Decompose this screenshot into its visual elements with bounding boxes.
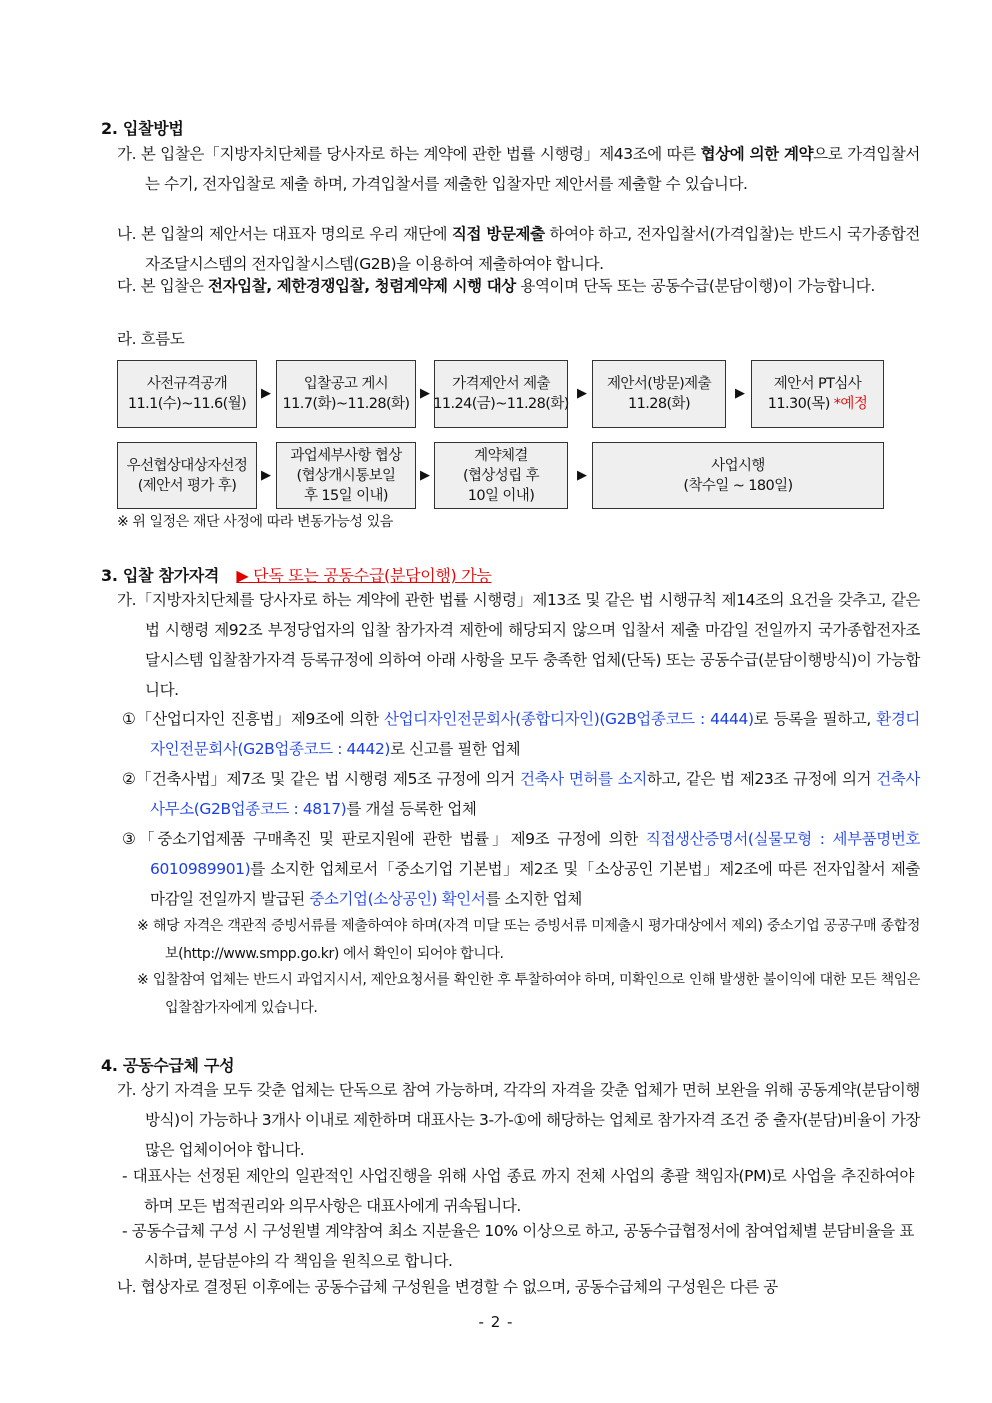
flow-box-2 [276, 360, 416, 428]
sec3-c1-text-3: 로 신고를 필한 업체 [390, 740, 521, 758]
flow-box-3-date: 11.24(금)~11.28(화) [433, 396, 569, 412]
sec4-dash-1: - 대표사는 선정된 제안의 일관적인 사업진행을 위해 사업 종료 까지 전체 사업의 총괄 책임자(PM)로 사업을 추진하여야 하며 모든 법적권리와 의무사항은 대표사에게 귀속됩니다. [122, 1167, 914, 1215]
flow-arrow-icon: ▶ [261, 468, 271, 483]
sec3-c3-text-3: 를 소지한 업체 [485, 890, 582, 908]
sec3-c2-text-2: 하고, 같은 법 제23조 규정에 의거 [646, 770, 877, 788]
sec3-c3-text-2: 를 소지한 업체로서「중소기업 기본법」제2조 및「소상공인 기본법」제2조에 따른 전자입찰서 제출 마감일 전일까지 발급된 [150, 860, 920, 908]
section-2-title: 2. 입찰방법 [101, 119, 184, 138]
flow-box-3 [434, 360, 568, 428]
section-4-title: 4. 공동수급체 구성 [101, 1056, 235, 1075]
flow-arrow-icon: ▶ [420, 386, 430, 401]
flow-box-9-title: 사업시행 [711, 457, 765, 474]
flow-box-8-sub-2: 10일 이내) [467, 487, 535, 504]
flow-box-8-sub: (협상성립 후 [462, 467, 540, 484]
sec2-item-ga [117, 139, 920, 199]
sec2-na-text-2: 하여야 하고, 전자입찰서(가격입찰)는 반드시 국가종합전자조달시스템의 전자입찰시스템(G2B)을 이용하여 제출하여야 합니다. [145, 225, 921, 273]
sec3-c2-highlight-2: 건축사사무소(G2B업종코드 : 4817) [150, 770, 920, 818]
flow-box-5 [751, 360, 884, 428]
flow-box-2-title: 입찰공고 게시 [303, 376, 389, 392]
flow-box-5-tentative: *예정 [833, 396, 868, 412]
sec2-na-bold: 직접 방문제출 [451, 225, 545, 243]
sec3-c1-text-2: 로 등록을 필하고, [753, 710, 877, 728]
section-3-title-text: 3. 입찰 참가자격 [101, 566, 220, 585]
section-3-title [101, 563, 492, 586]
sec3-c1-highlight: 산업디자인전문회사(종합디자인)(G2B업종코드 : 4444) [384, 710, 754, 728]
flow-box-2-date: 11.7(화)~11.28(화) [282, 396, 410, 412]
sec3-c2-highlight: 건축사 면허를 소지 [520, 770, 647, 788]
flow-box-8 [434, 442, 568, 509]
flow-box-6-title: 우선협상대상자선정 [126, 457, 248, 474]
flow-arrow-icon: ▶ [261, 386, 271, 401]
sec3-c1-text: ①「산업디자인 진흥법」제9조에 의한 [122, 710, 385, 728]
flow-box-5-title: 제안서 PT심사 [773, 376, 862, 392]
flow-box-6 [117, 442, 257, 509]
sec3-c2-text-3: 를 개설 등록한 업체 [346, 800, 477, 818]
flow-arrow-icon: ▶ [577, 468, 587, 483]
sec2-item-na [117, 219, 920, 279]
sec2-item-ra: 라. 흐름도 [117, 330, 185, 348]
flow-box-5-date: 11.30(목) [767, 396, 834, 412]
sec3-c3-highlight: 직접생산증명서(실물모형 : 세부품명번호 6010989901) [150, 830, 920, 878]
sec3-c3-text: ③「중소기업제품 구매촉진 및 판로지원에 관한 법률」제9조 규정에 의한 [122, 830, 646, 848]
sec3-c1-highlight-2: 환경디자인전문회사(G2B업종코드 : 4442) [150, 710, 920, 758]
flow-note: ※ 위 일정은 재단 사정에 따라 변동가능성 있음 [117, 514, 393, 530]
sec2-da-text: 다. 본 입찰은 [117, 277, 208, 295]
sec2-da-text-2: 용역이며 단독 또는 공동수급(분담이행)이 가능합니다. [515, 277, 875, 295]
flow-box-1-date: 11.1(수)~11.6(월) [127, 396, 247, 412]
sec2-item-da [117, 271, 920, 301]
section-3-tag: ▶ 단독 또는 공동수급(분담이행) 가능 [236, 566, 492, 585]
sec3-item-ga: 가.「지방자치단체를 당사자로 하는 계약에 관한 법률 시행령」제13조 및 같은 법 시행규칙 제14조의 요건을 갖추고, 같은 법 시행령 제92조 부정당업자의 입찰 참가자격 제한에 해당되지 않으며 입찰서 제출 마감일 전일까지 국가종합전자조달시스템 입찰참가자격 등록규정에 의하여 아래 사항을 모두 충족한 업체(단독) 또는 공동수급(분담이행방식)이 가능합니다. [117, 591, 920, 699]
flow-box-9-sub: (착수일 ~ 180일) [683, 477, 793, 494]
sec3-note-1: ※ 해당 자격은 객관적 증빙서류를 제출하여야 하며(자격 미달 또는 증빙서류 미제출시 평가대상에서 제외) 중소기업 공공구매 종합정보(http://www.smpp.go.kr) 에서 확인이 되어야 합니다. [137, 918, 920, 962]
flow-box-4-date: 11.28(화) [627, 396, 691, 412]
flow-box-1 [117, 360, 257, 428]
flow-arrow-icon: ▶ [577, 386, 587, 401]
sec2-na-text: 나. 본 입찰의 제안서는 대표자 명의로 우리 재단에 [117, 225, 452, 243]
flow-box-7-sub-2: 후 15일 이내) [304, 487, 388, 504]
flow-box-7-title: 과업세부사항 협상 [290, 447, 402, 464]
flow-box-4 [592, 360, 726, 428]
sec3-c3-highlight-2: 중소기업(소상공인) 확인서 [309, 890, 486, 908]
sec3-criterion-1 [122, 704, 920, 764]
flow-box-6-sub: (제안서 평가 후) [137, 477, 237, 494]
sec3-criterion-2 [122, 764, 920, 824]
flow-box-7-sub: (협상개시통보일 [296, 467, 396, 484]
sec2-ga-bold: 협상에 의한 계약 [700, 145, 814, 163]
flow-box-1-title: 사전규격공개 [146, 376, 228, 392]
sec3-c2-text: ②「건축사법」제7조 및 같은 법 시행령 제5조 규정에 의거 [122, 770, 520, 788]
flow-box-8-title: 계약체결 [474, 447, 528, 464]
flow-arrow-icon: ▶ [735, 386, 745, 401]
sec3-criterion-3 [122, 824, 920, 914]
page-number: - 2 - [478, 1313, 514, 1331]
flow-box-9 [592, 442, 884, 509]
flow-box-3-title: 가격제안서 제출 [452, 376, 550, 392]
sec2-da-bold: 전자입찰, 제한경쟁입찰, 청렴계약제 시행 대상 [207, 277, 516, 295]
flow-arrow-icon: ▶ [420, 468, 430, 483]
sec4-item-ga: 가. 상기 자격을 모두 갖춘 업체는 단독으로 참여 가능하며, 각각의 자격을 갖춘 업체가 면허 보완을 위해 공동계약(분담이행방식)이 가능하나 3개사 이내로 제한하며 대표사는 3-가-①에 해당하는 업체로 참가자격 조건 중 출자(분담)비율이 가장 많은 업체이어야 합니다. [117, 1081, 920, 1159]
sec4-dash-2: - 공동수급체 구성 시 구성원별 계약참여 최소 지분율은 10% 이상으로 하고, 공동수급협정서에 참여업체별 분담비율을 표시하며, 분담분야의 각 책임을 원칙으로 합니다. [122, 1222, 914, 1270]
sec4-item-na: 나. 협상자로 결정된 이후에는 공동수급체 구성원을 변경할 수 없으며, 공동수급체의 구성원은 다른 공 [117, 1278, 778, 1296]
flow-box-4-title: 제안서(방문)제출 [607, 376, 711, 392]
sec2-ga-text-2: 으로 가격입찰서는 수기, 전자입찰로 제출 하며, 가격입찰서를 제출한 입찰자만 제안서를 제출할 수 있습니다. [145, 145, 920, 193]
flow-box-7 [276, 442, 416, 509]
sec3-note-2: ※ 입찰참여 업체는 반드시 과업지시서, 제안요청서를 확인한 후 투찰하여야 하며, 미확인으로 인해 발생한 불이익에 대한 모든 책임은 입찰참가자에게 있습니다. [137, 972, 920, 1016]
sec2-ga-text: 가. 본 입찰은「지방자치단체를 당사자로 하는 계약에 관한 법률 시행령」제43조에 따른 [117, 145, 701, 163]
